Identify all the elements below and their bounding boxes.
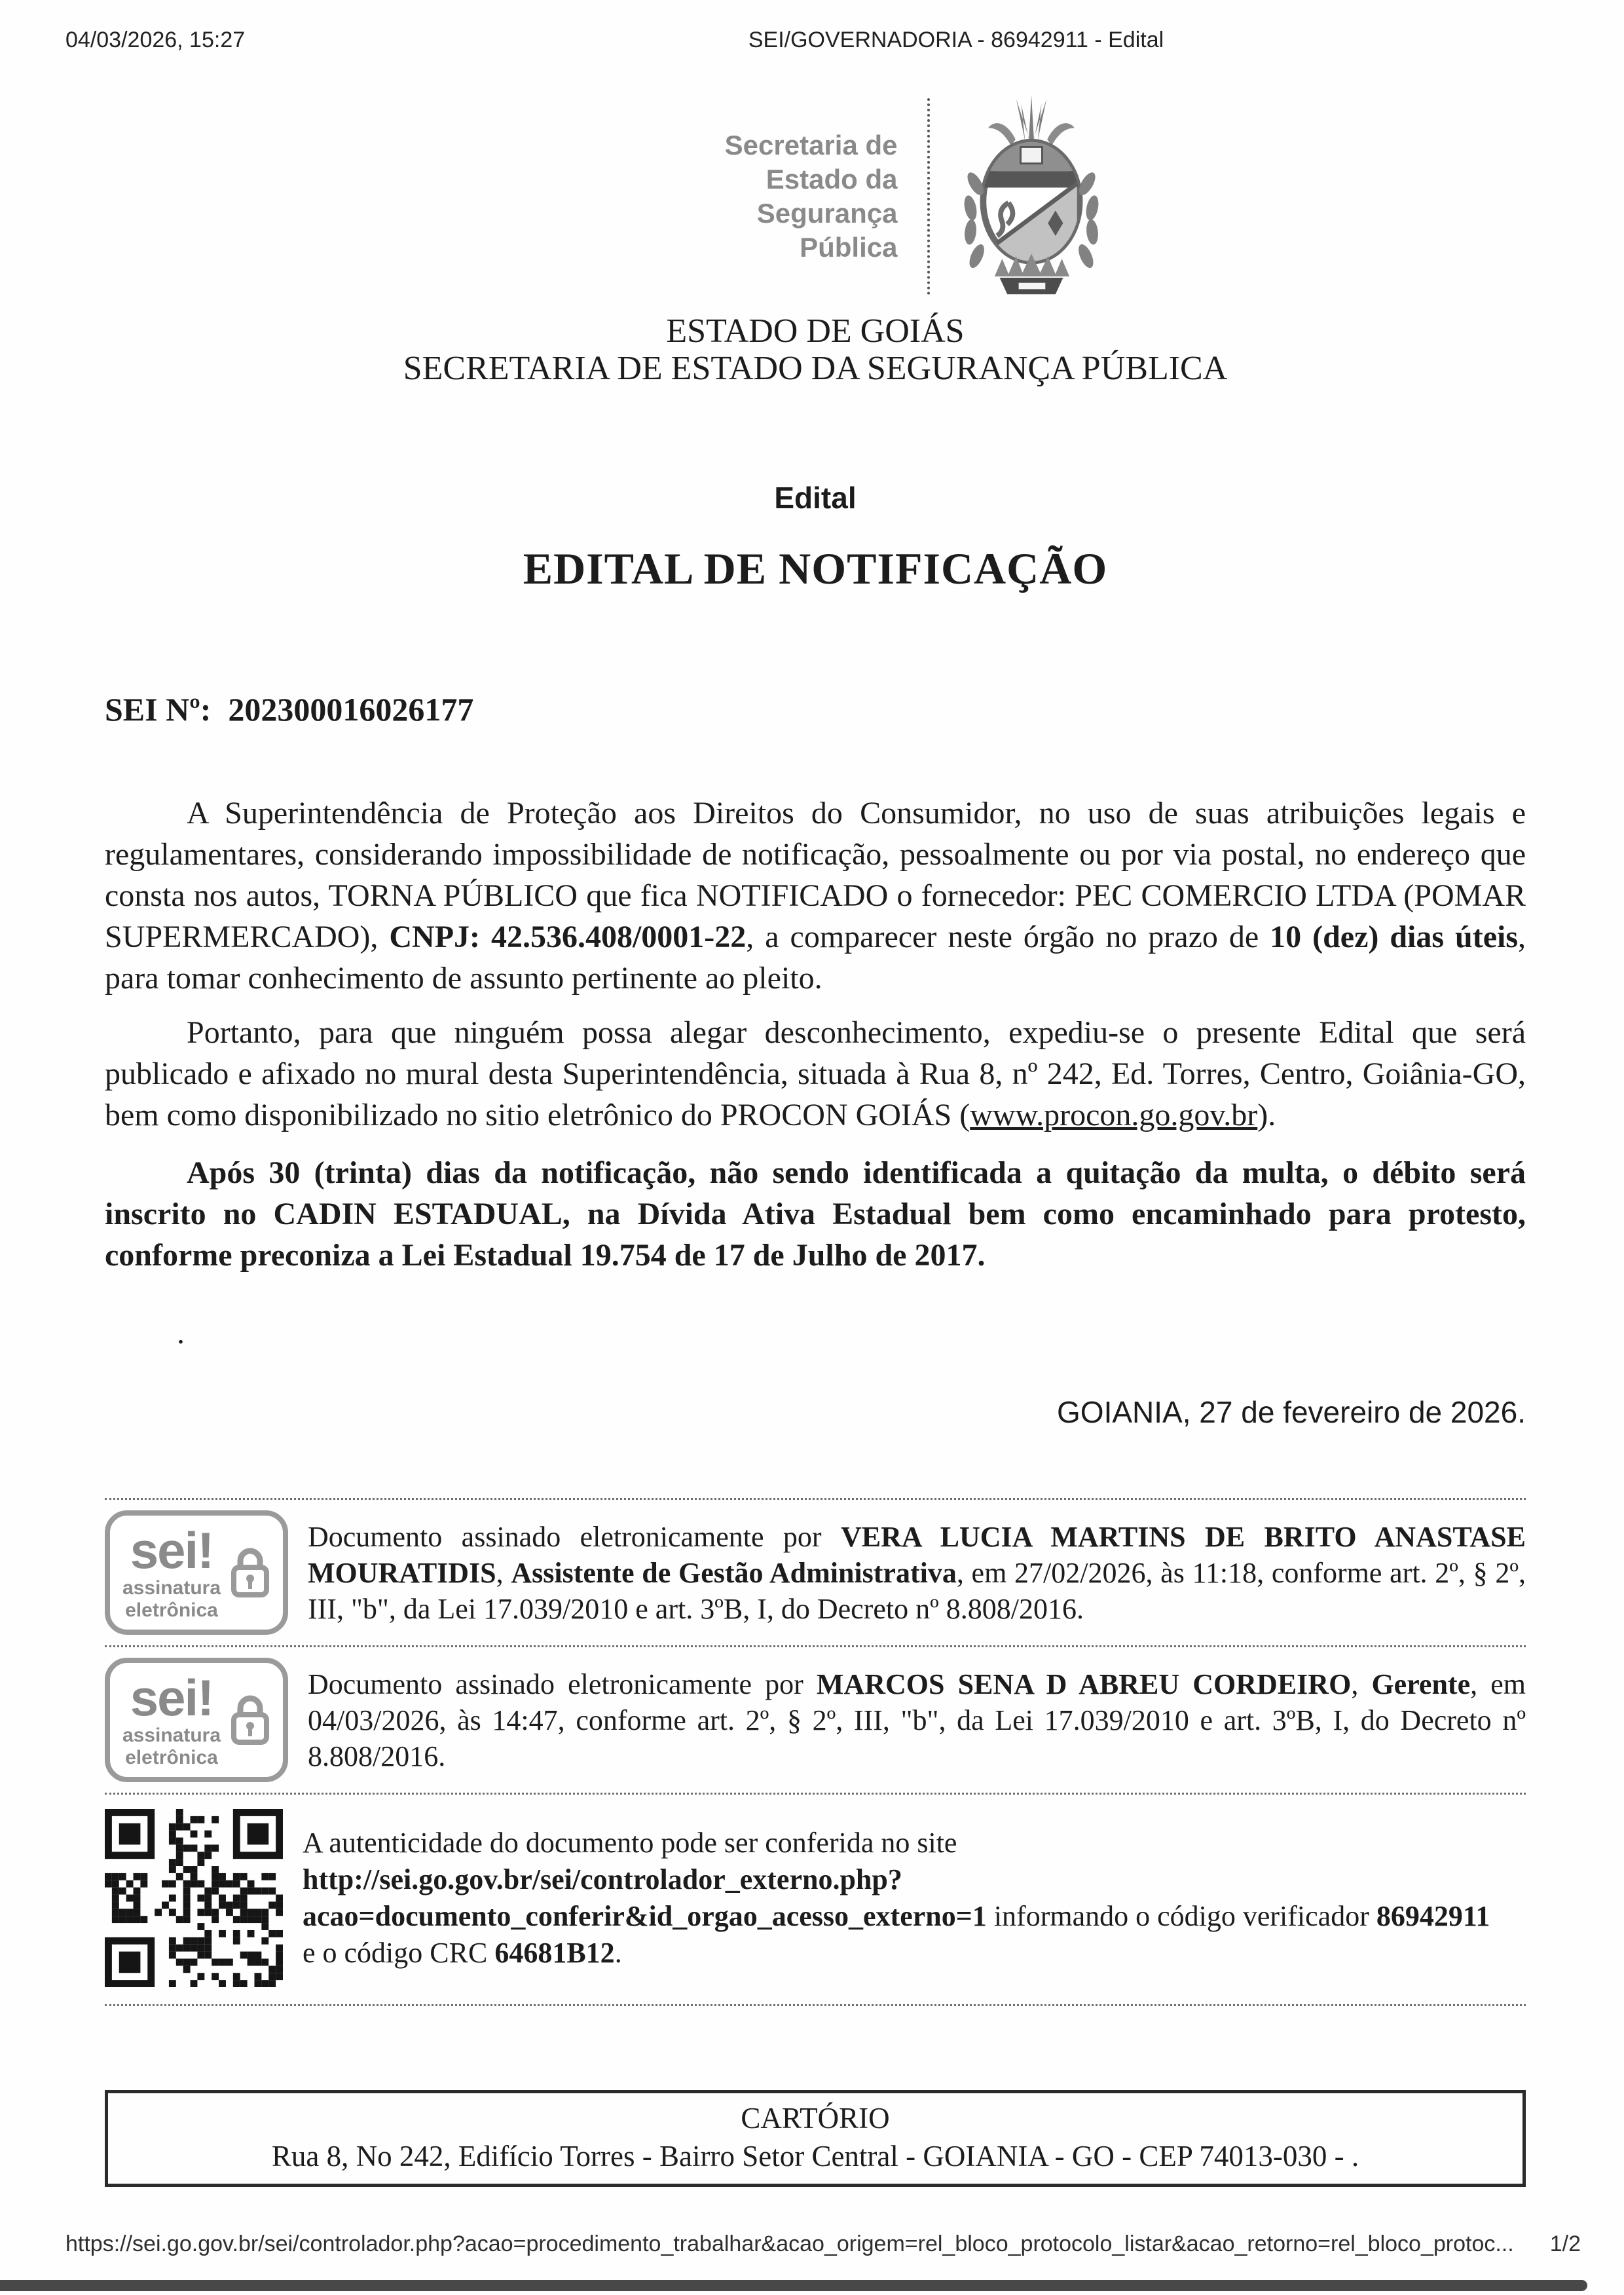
dotted-divider xyxy=(927,98,930,295)
signature-block-1 xyxy=(105,1500,1526,1645)
padlock-icon xyxy=(230,1546,270,1599)
page-number: 1/2 xyxy=(1549,2231,1581,2256)
sei-badge-sub: eletrônica xyxy=(125,1599,218,1621)
date-line: GOIANIA, 27 de fevereiro de 2026. xyxy=(1057,1395,1526,1429)
paragraph-text: A Superintendência de Proteção aos Direitos do Consumidor, no uso de suas atribuições legais e regulamentares, considerando impossibilidade de notificação, pessoalmente ou por via postal, no endereço que consta nos autos, TORNA PÚBLICO que fica NOTIFICADO o fornecedor: PEC COMERCIO LTDA (POMAR SUPERMERCADO), xyxy=(105,796,1526,954)
signature-prefix: Documento assinado eletronicamente por xyxy=(308,1668,817,1700)
sei-number-line xyxy=(105,690,1526,728)
scan-artifact-bar xyxy=(0,2280,1587,2291)
verification-intro: A autenticidade do documento pode ser conferida no site xyxy=(303,1827,957,1859)
sei-brand: sei! xyxy=(130,1669,213,1726)
signature-text-part: , xyxy=(496,1556,511,1589)
agency-name-line: Secretaria de xyxy=(724,130,898,160)
qr-code xyxy=(105,1809,283,1987)
cartorio-box xyxy=(105,2090,1526,2187)
paragraph-text: ). xyxy=(1257,1098,1276,1132)
paragraph-publication xyxy=(105,1012,1526,1136)
cartorio-address: Rua 8, No 242, Edifício Torres - Bairro Setor Central - GOIANIA - GO - CEP 74013-030 - . xyxy=(271,2140,1359,2173)
sei-logo-badge xyxy=(105,1510,288,1635)
verification-block xyxy=(105,1795,1526,2004)
verification-text xyxy=(303,1825,1526,1971)
agency-name-line: Pública xyxy=(800,232,898,263)
signature-text xyxy=(308,1519,1526,1627)
paragraph-text: , a comparecer neste órgão no prazo de xyxy=(746,920,1270,954)
verification-url[interactable]: acao=documento_conferir&id_orgao_acesso_externo=1 xyxy=(303,1900,987,1932)
stray-period: . xyxy=(177,1316,185,1351)
crc-code: 64681B12 xyxy=(494,1937,615,1969)
sei-badge-sub: eletrônica xyxy=(125,1747,218,1768)
signature-text-part: , xyxy=(1351,1668,1372,1700)
signer-role: Gerente xyxy=(1371,1668,1471,1700)
cartorio-title: CARTÓRIO xyxy=(741,2102,890,2135)
agency-name-line: Estado da xyxy=(766,164,898,195)
deadline-value: 10 (dez) dias úteis xyxy=(1270,920,1519,954)
sei-logo-badge xyxy=(105,1658,288,1782)
sei-badge-sub: assinatura xyxy=(122,1725,221,1746)
verification-text-part: e o código CRC xyxy=(303,1937,495,1969)
header-datetime: 04/03/2026, 15:27 xyxy=(65,28,246,52)
padlock-icon xyxy=(230,1694,270,1746)
footer-url: https://sei.go.gov.br/sei/controlador.php?acao=procedimento_trabalhar&acao_origem=rel_bloco_protocolo_listar&acao_retorno=rel_bloco_protoc... xyxy=(65,2231,1514,2256)
sei-badge-text xyxy=(122,1521,221,1621)
verification-text-part: informando o código verificador xyxy=(986,1900,1376,1932)
signature-prefix: Documento assinado eletronicamente por xyxy=(308,1520,841,1553)
verifier-code: 86942911 xyxy=(1376,1900,1490,1932)
cnpj-value: CNPJ: 42.536.408/0001-22 xyxy=(389,920,747,954)
paragraph-text: Portanto, para que ninguém possa alegar desconhecimento, expediu-se o presente Edital que será publicado e afixado no mural desta Superintendência, situada à Rua 8, nº 242, Ed. Torres, Centro, Goiânia-GO, bem como disponibilizado no sitio eletrônico do PROCON GOIÁS ( xyxy=(105,1015,1526,1132)
signature-details: , em 27/02/2026, às 11:18, conforme art. 2º, § 2º, III, "b", da Lei 17.039/2010 e art. 3ºB, I, do Decreto nº 8.808/2016. xyxy=(308,1556,1526,1625)
signer-name: MARCOS SENA D ABREU CORDEIRO xyxy=(816,1668,1352,1700)
paragraph-notification xyxy=(105,793,1526,999)
signature-text xyxy=(308,1666,1526,1774)
print-header xyxy=(0,28,1624,56)
department-title: SECRETARIA DE ESTADO DA SEGURANÇA PÚBLICA xyxy=(403,350,1228,387)
verification-text-part: . xyxy=(614,1937,622,1969)
document-title: EDITAL DE NOTIFICAÇÃO xyxy=(523,544,1108,593)
section-divider xyxy=(105,2004,1526,2006)
signature-block-2 xyxy=(105,1647,1526,1793)
agency-name-line: Segurança xyxy=(756,198,898,229)
signature-details: , em 04/03/2026, às 14:47, conforme art. 2º, § 2º, III, "b", da Lei 17.039/2010 e art. 3ºB, I, do Decreto nº 8.808/2016. xyxy=(308,1668,1526,1772)
paragraph-text: , para tomar conhecimento de assunto pertinente ao pleito. xyxy=(105,920,1526,996)
print-footer xyxy=(65,2231,1581,2257)
header-document-reference: SEI/GOVERNADORIA - 86942911 - Edital xyxy=(748,28,1164,52)
sei-number-label: SEI Nº: xyxy=(105,691,212,728)
sei-badge-text xyxy=(122,1669,221,1768)
procon-link[interactable]: www.procon.go.gov.br xyxy=(970,1098,1258,1132)
sei-brand: sei! xyxy=(130,1521,213,1579)
sei-badge-sub: assinatura xyxy=(122,1577,221,1599)
paragraph-warning: Após 30 (trinta) dias da notificação, não sendo identificada a quitação da multa, o débito será inscrito no CADIN ESTADUAL, na Dívida Ativa Estadual bem como encaminhado para protesto, conforme preconiza a Lei Estadual 19.754 de 17 de Julho de 2017. xyxy=(105,1155,1526,1273)
sei-number-value: 202300016026177 xyxy=(228,691,474,728)
goias-coat-of-arms-icon xyxy=(950,95,1113,298)
signer-name: VERA LUCIA MARTINS DE BRITO ANASTASE MOURATIDIS xyxy=(308,1520,1526,1589)
signer-role: Assistente de Gestão Administrativa xyxy=(511,1556,957,1589)
agency-name xyxy=(557,128,927,265)
verification-url[interactable]: http://sei.go.gov.br/sei/controlador_externo.php? xyxy=(303,1863,902,1895)
document-kind-label: Edital xyxy=(774,481,857,515)
agency-letterhead xyxy=(124,95,1545,298)
state-title: ESTADO DE GOIÁS xyxy=(666,312,965,350)
